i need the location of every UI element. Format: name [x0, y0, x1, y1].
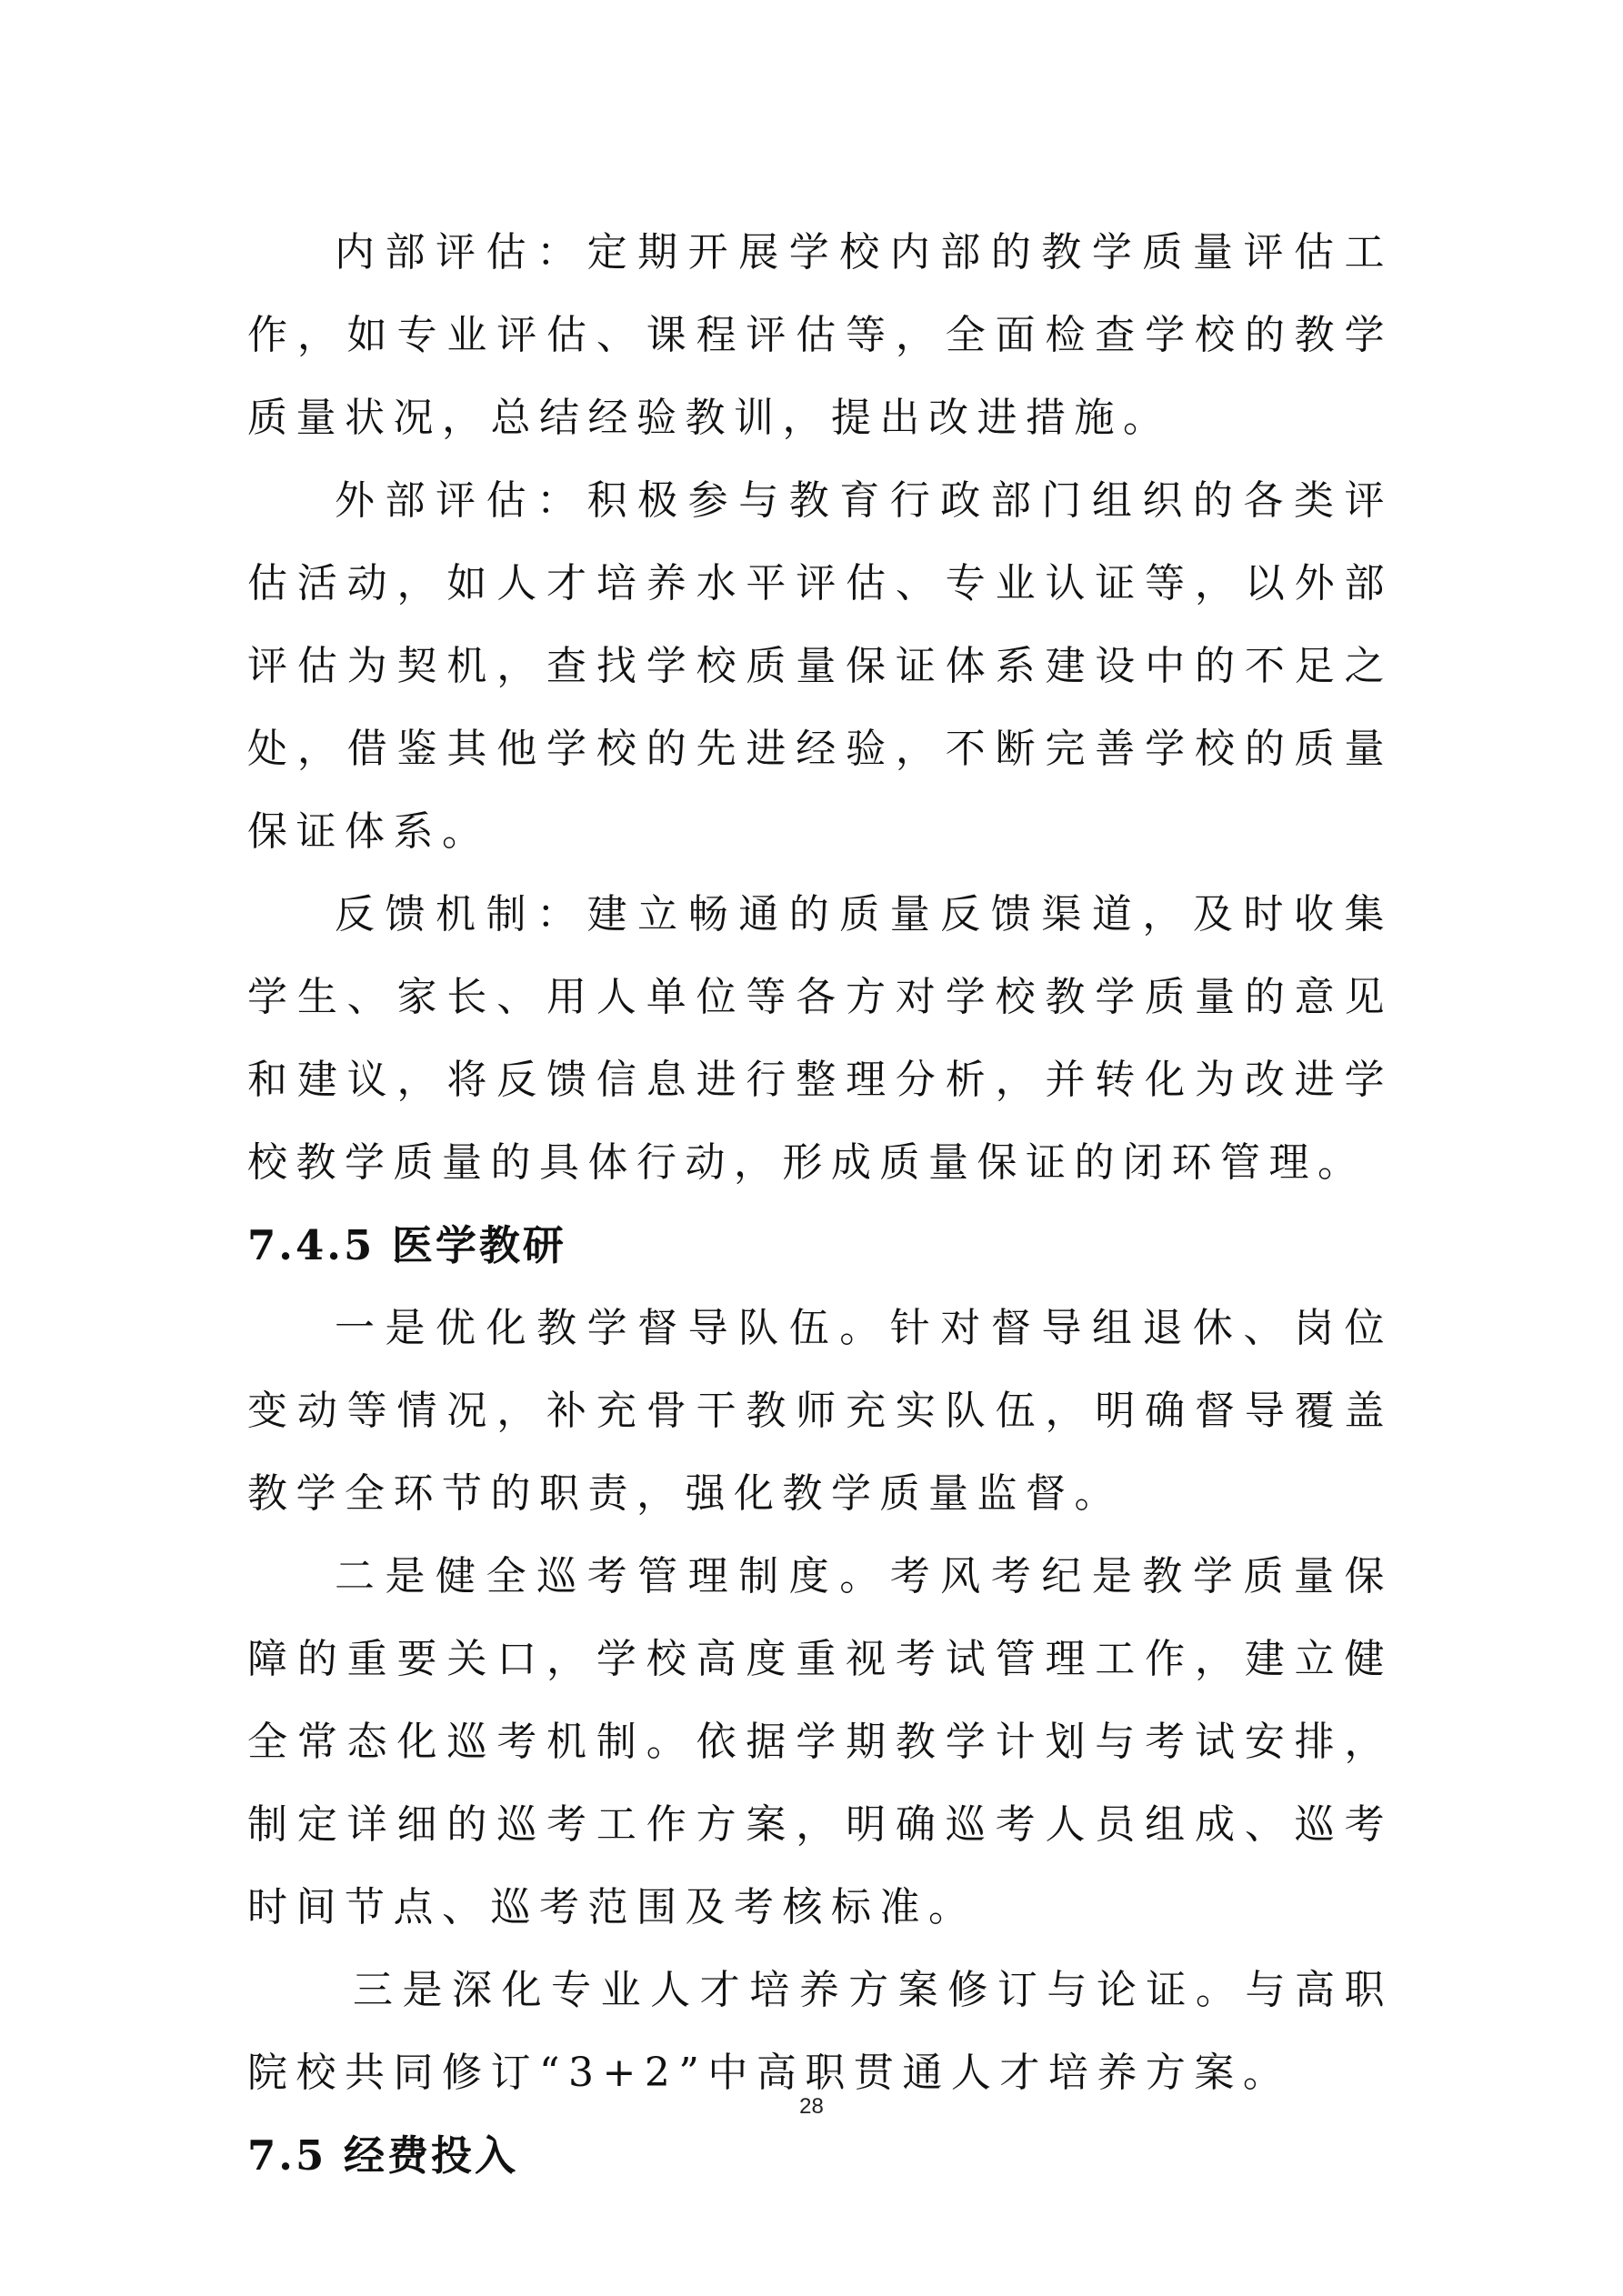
page-number: 28: [799, 2094, 824, 2119]
page-content: [247, 211, 1393, 2197]
paragraph-supervision-team: 一是优化教学督导队伍。针对督导组退休、岗位变动等情况，补充骨干教师充实队伍，明确督导覆盖教学全环节的职责，强化教学质量监督。: [247, 1305, 1393, 1517]
section-heading-7-4-5: 7.4.5 医学教研: [247, 1221, 566, 1269]
section-heading-7-5: 7.5 经费投入: [247, 2131, 518, 2180]
paragraph-internal-assessment: 内部评估：定期开展学校内部的教学质量评估工作，如专业评估、课程评估等，全面检查学校的教学质量状况，总结经验教训，提出改进措施。: [247, 229, 1393, 441]
paragraph-exam-patrol: 二是健全巡考管理制度。考风考纪是教学质量保障的重要关口，学校高度重视考试管理工作，建立健全常态化巡考机制。依据学期教学计划与考试安排，制定详细的巡考工作方案，明确巡考人员组成、巡考时间节点、巡考范围及考核标准。: [247, 1553, 1393, 1930]
paragraph-feedback-mechanism: 反馈机制：建立畅通的质量反馈渠道，及时收集学生、家长、用人单位等各方对学校教学质量的意见和建议，将反馈信息进行整理分析，并转化为改进学校教学质量的具体行动，形成质量保证的闭环管理。: [247, 891, 1393, 1186]
paragraph-external-assessment: 外部评估：积极参与教育行政部门组织的各类评估活动，如人才培养水平评估、专业认证等，以外部评估为契机，查找学校质量保证体系建设中的不足之处，借鉴其他学校的先进经验，不断完善学校的质量保证体系。: [247, 477, 1393, 855]
paragraph-training-plan: 三是深化专业人才培养方案修订与论证。与高职院校共同修订“3+2”中高职贯通人才培养方案。: [247, 1967, 1393, 2096]
